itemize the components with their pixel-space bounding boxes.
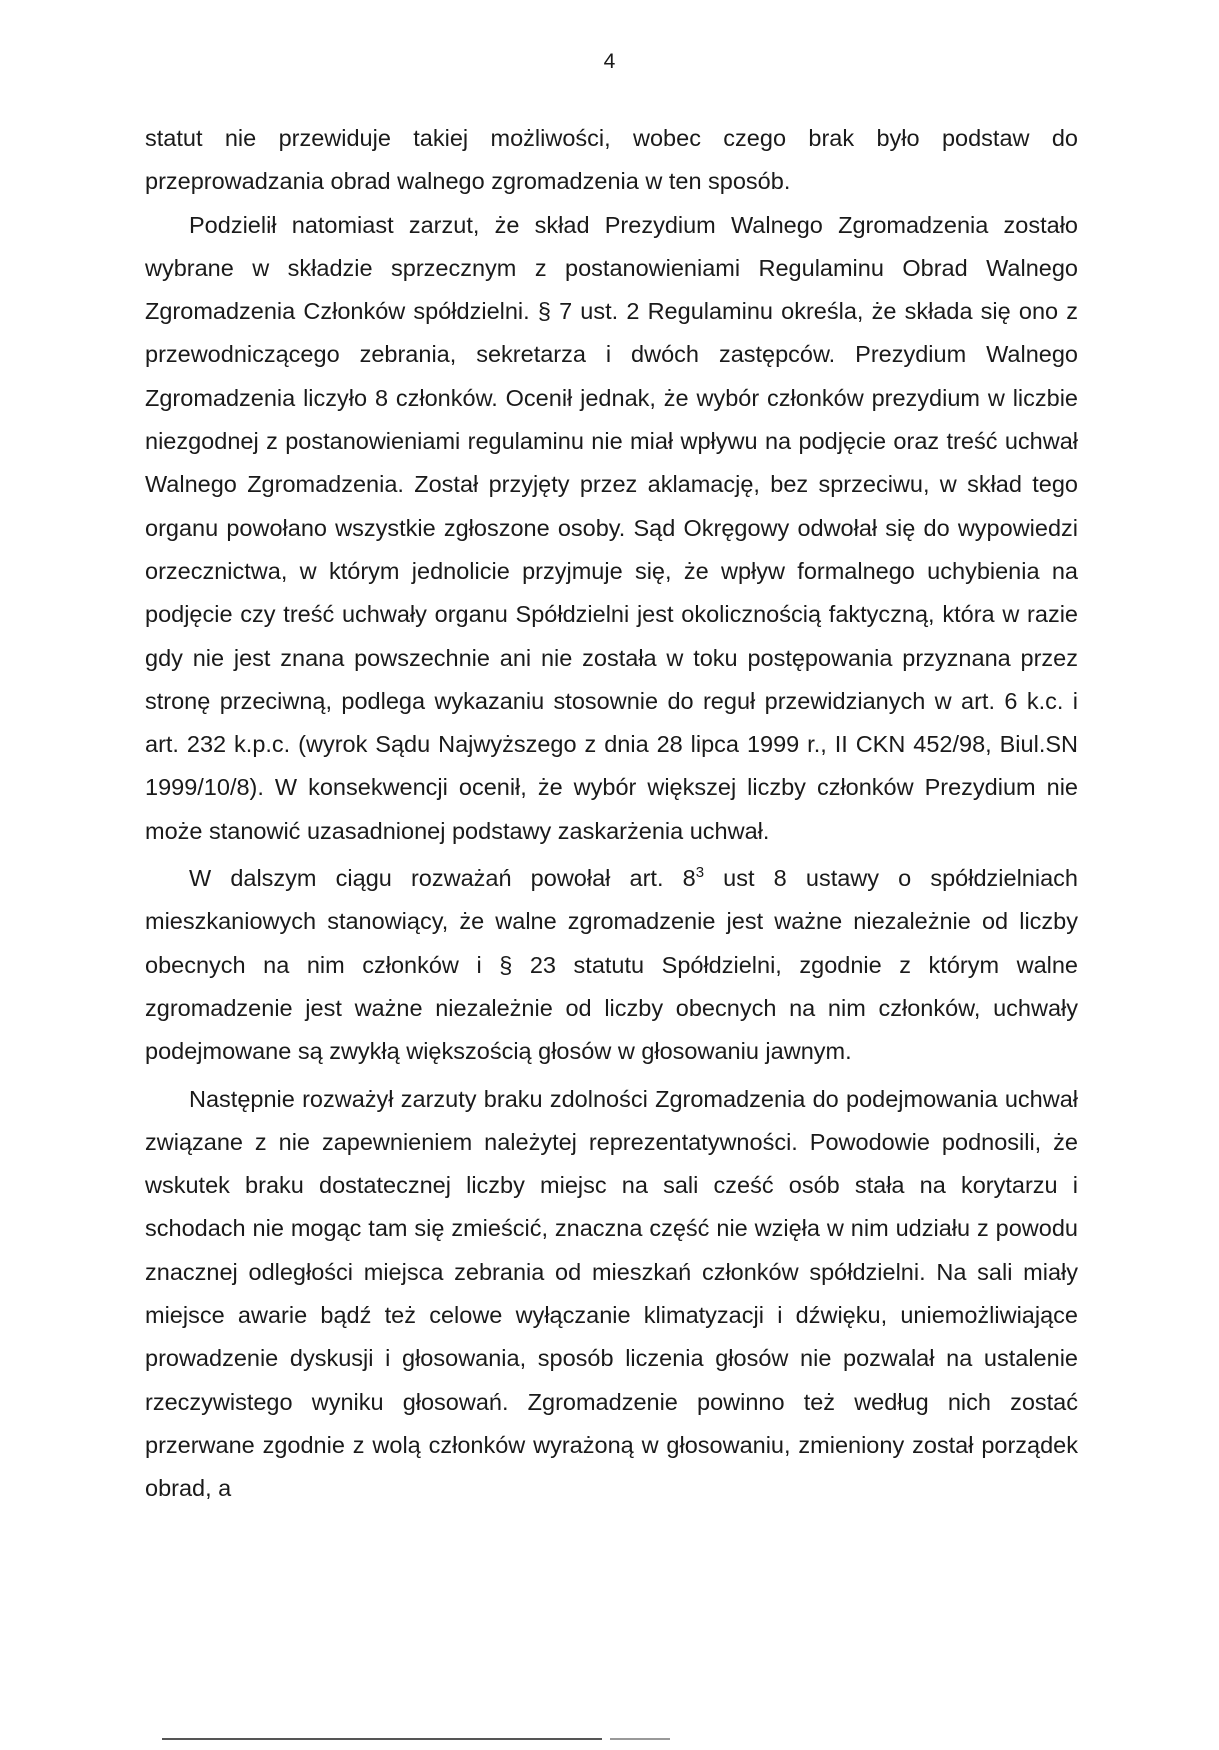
paragraph-2: Podzielił natomiast zarzut, że skład Prezydium Walnego Zgromadzenia zostało wybrane w składzie sprzecznym z postanowieniami Regulaminu Obrad Walnego Zgromadzenia Członków spółdzielni. § 7 ust. 2 Regulaminu określa, że składa się ono z przewodniczącego zebrania, sekretarza i dwóch zastępców. Prezydium Walnego Zgromadzenia liczyło 8 członków. Ocenił jednak, że wybór członków prezydium w liczbie niezgodnej z postanowieniami regulaminu nie miał wpływu na podjęcie oraz treść uchwał Walnego Zgromadzenia. Został przyjęty przez aklamację, bez sprzeciwu, w skład tego organu powołano wszystkie zgłoszone osoby. Sąd Okręgowy odwołał się do wypowiedzi orzecznictwa, w którym jednolicie przyjmuje się, że wpływ formalnego uchybienia na podjęcie czy treść uchwały organu Spółdzielni jest okolicznością faktyczną, która w razie gdy nie jest znana powszechnie ani nie została w toku postępowania przyznana przez stronę przeciwną, podlega wykazaniu stosownie do reguł przewidzianych w art. 6 k.c. i art. 232 k.p.c. (wyrok Sądu Najwyższego z dnia 28 lipca 1999 r., II CKN 452/98, Biul.SN 1999/10/8). W konsekwencji ocenił, że wybór większej liczby członków Prezydium nie może stanowić uzasadnionej podstawy zaskarżenia uchwał. [145, 211, 1078, 844]
footer-rule [162, 1738, 602, 1740]
article-superscript: 3 [695, 864, 705, 882]
footer-rule-fragment [610, 1738, 670, 1740]
paragraph-3-text-before: W dalszym ciągu rozważań powołał art. 8 [189, 865, 696, 892]
paragraph-3 [145, 857, 1078, 1073]
page-number: 4 [603, 50, 616, 73]
paragraph-3-text-after: ust 8 ustawy o spółdzielniach mieszkaniowych stanowiący, że walne zgromadzenie jest ważne niezależnie od liczby obecnych na nim członków i § 23 statutu Spółdzielni, zgodnie z którym walne zgromadzenie jest ważne niezależnie od liczby obecnych na nim członków, uchwały podejmowane są zwykłą większością głosów w głosowaniu jawnym. [145, 865, 1078, 1065]
document-body [145, 117, 1078, 1511]
paragraph-1: statut nie przewiduje takiej możliwości, wobec czego brak było podstaw do przeprowadzania obrad walnego zgromadzenia w ten sposób. [145, 125, 1078, 195]
paragraph-4: Następnie rozważył zarzuty braku zdolności Zgromadzenia do podejmowania uchwał związane z nie zapewnieniem należytej reprezentatywności. Powodowie podnosili, że wskutek braku dostatecznej liczby miejsc na sali cześć osób stała na korytarzu i schodach nie mogąc tam się zmieścić, znaczna część nie wzięła w nim udziału z powodu znacznej odległości miejsca zebrania od mieszkań członków spółdzielni. Na sali miały miejsce awarie bądź też celowe wyłączanie klimatyzacji i dźwięku, uniemożliwiające prowadzenie dyskusji i głosowania, sposób liczenia głosów nie pozwalał na ustalenie rzeczywistego wyniku głosowań. Zgromadzenie powinno też według nich zostać przerwane zgodnie z wolą członków wyrażoną w głosowaniu, zmieniony został porządek obrad, a [145, 1085, 1078, 1502]
